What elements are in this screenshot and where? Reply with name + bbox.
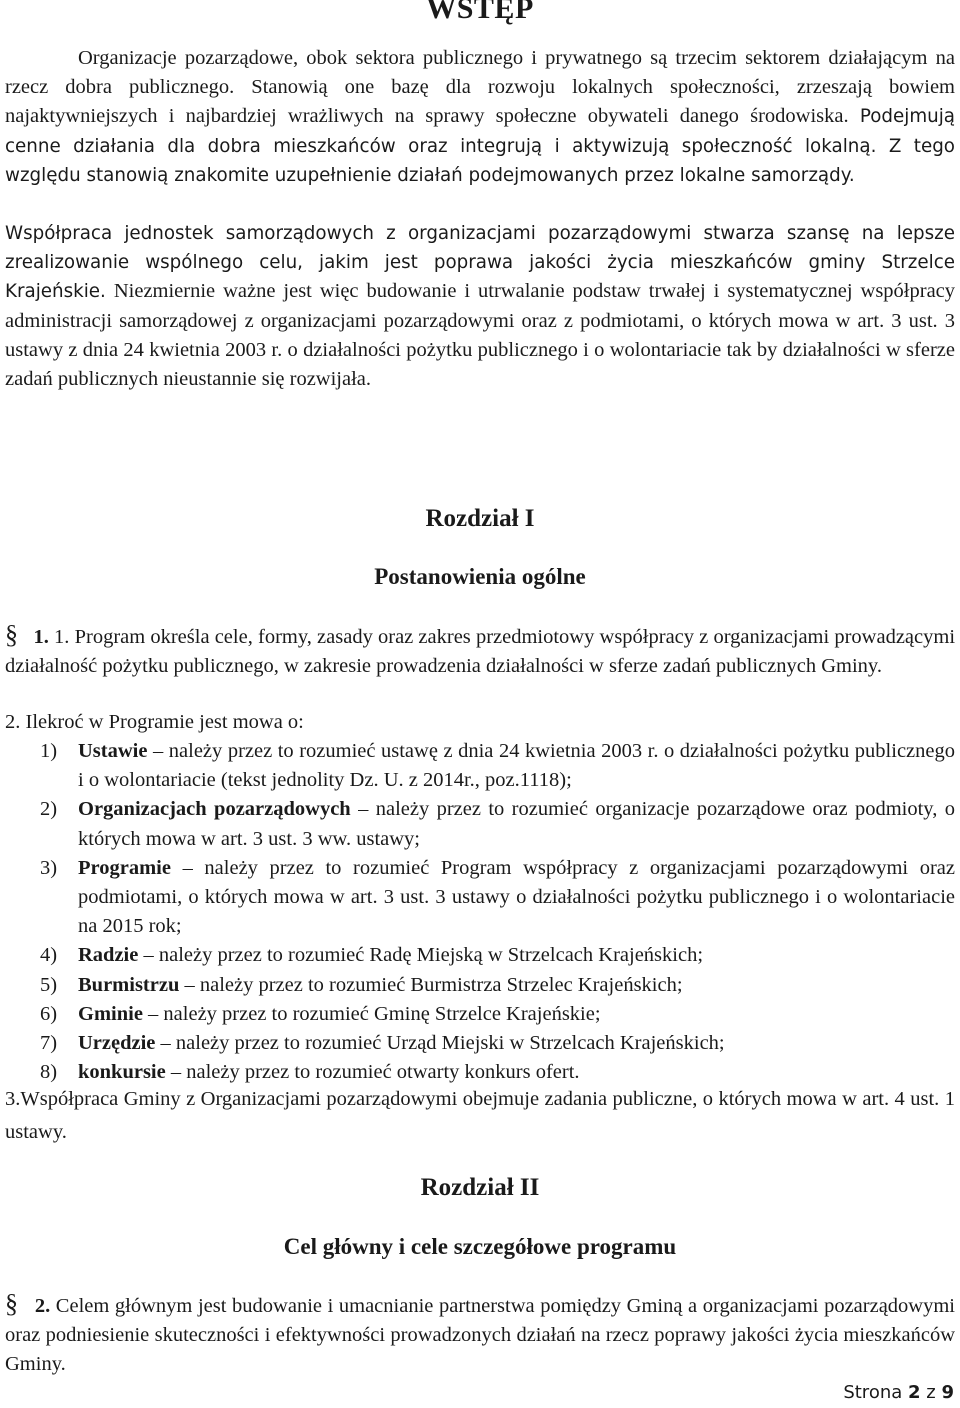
section-1-paragraph-3: 3.Współpraca Gminy z Organizacjami pozarządowymi obejmuje zadania publiczne, o których mowa w art. 4 ust. 1 ustawy. [5, 1088, 955, 1143]
definition-text: – należy przez to rozumieć Urząd Miejski w Strzelcach Krajeńskich; [155, 1032, 725, 1055]
chapter-2-heading: Rozdział II [420, 1174, 540, 1201]
definition-item [40, 1029, 955, 1058]
definition-item [40, 941, 955, 970]
intro-paragraph-1 [5, 44, 955, 190]
definition-text: – należy przez to rozumieć otwarty konkurs ofert. [165, 1061, 580, 1084]
document-title: WSTĘP [426, 0, 534, 25]
definition-number: 2) [40, 798, 58, 821]
section-1-paragraph-2: 2. Ilekroć w Programie jest mowa o: [5, 711, 304, 733]
definition-text: – należy przez to rozumieć Gminę Strzelce Krajeńskie; [142, 1002, 601, 1025]
definition-item [40, 971, 955, 1000]
definitions-list [40, 737, 955, 1087]
section-2-number: 2. [34, 1295, 51, 1317]
definition-text: – należy przez to rozumieć organizacje pozarządowe oraz podmioty, o których mowa w art. 3 ust. 3 ww. ustawy; [78, 798, 955, 850]
definition-term: Radzie [78, 944, 139, 967]
definition-number: 7) [40, 1032, 58, 1055]
section-sign: § [5, 1289, 18, 1318]
definition-text: – należy przez to rozumieć ustawę z dnia 24 kwietnia 2003 r. o działalności pożytku publicznego i o wolontariacie (tekst jednolity Dz. U. z 2014r., poz.1118); [78, 740, 955, 792]
definition-item [40, 1000, 955, 1029]
definition-number: 5) [40, 973, 58, 996]
definition-text: – należy przez to rozumieć Radę Miejską w Strzelcach Krajeńskich; [138, 944, 704, 967]
definition-term: konkursie [78, 1061, 166, 1084]
chapter-1-subheading: Postanowienia ogólne [374, 564, 586, 589]
definition-term: Urzędzie [78, 1032, 156, 1055]
definition-number: 3) [40, 856, 58, 879]
definition-number: 6) [40, 1002, 58, 1025]
definition-term: Organizacjach pozarządowych [78, 798, 351, 821]
footer-total: 9 [941, 1382, 954, 1403]
intro-paragraph-2 [5, 219, 955, 394]
chapter-1-heading: Rozdział I [425, 505, 535, 532]
section-1-number: 1. [33, 626, 49, 648]
page-number-footer [843, 1382, 954, 1403]
footer-page: 2 [908, 1382, 921, 1403]
definition-term: Ustawie [78, 740, 148, 762]
intro-text-1: Organizacje pozarządowe, obok sektora publicznego i prywatnego są trzecim sektorem działającym na rzecz dobra publicznego. Stanowią one bazę dla rozwoju lokalnych społeczności, zrzeszają bowiem najaktywniejszych i najbardziej wrażliwych na sprawy społeczne obywateli danego środowiska. [5, 47, 955, 128]
definition-item [40, 795, 955, 853]
footer-label: Strona [843, 1382, 903, 1403]
definition-text: – należy przez to rozumieć Program współpracy z organizacjami pozarządowymi oraz podmiotami, o których mowa w art. 3 ust. 3 ustawy o działalności pożytku publicznego i o wolontariacie na 2015 rok; [78, 856, 955, 938]
definition-term: Programie [78, 856, 171, 879]
intro-text-2: Współpraca jednostek samorządowych z organizacjami pozarządowymi stwarza szansę na lepsze zrealizowanie wspólnego celu, jakim jest poprawa jakości życia mieszkańców gminy Strzelce Krajeńskie. [5, 223, 955, 303]
section-2-text-1: Celem głównym jest budowanie i umacnianie partnerstwa pomiędzy Gminą a organizacjami pozarządowymi oraz podniesienie skuteczności i efektywności prowadzonych działań na rzecz poprawy jakości życia mieszkańców Gminy. [5, 1295, 955, 1376]
chapter-2-subheading: Cel główny i cele szczegółowe programu [283, 1234, 677, 1259]
section-2-paragraph-1 [5, 1289, 955, 1380]
definition-text: – należy przez to rozumieć Burmistrza Strzelec Krajeńskich; [179, 973, 683, 996]
section-1-text-1: 1. Program określa cele, formy, zasady oraz zakres przedmiotowy współpracy z organizacjami prowadzącymi działalność pożytku publicznego, w zakresie prowadzenia działalności w sferze zadań publicznych Gminy. [5, 626, 956, 678]
definition-number: 1) [40, 740, 58, 762]
intro-text-2b: Niezmiernie ważne jest więc budowanie i utrwalanie podstaw trwałej i systematycznej współpracy administracji samorządowej z organizacjami pozarządowymi oraz z podmiotami, o których mowa w art. 3 ust. 3 ustawy z dnia 24 kwietnia 2003 r. o działalności pożytku publicznego i o wolontariacie tak by działalności w sferze zadań publicznych nieustannie się rozwijała. [5, 280, 956, 391]
definition-number: 4) [40, 944, 58, 967]
definition-term: Gminie [78, 1002, 143, 1025]
intro-text-1b: Podejmują cenne działania dla dobra mieszkańców oraz integrują i aktywizują społeczność lokalną. Z tego względu stanowią znakomite uzupełnienie działań podejmowanych przez lokalne samorządy. [5, 106, 956, 186]
definition-number: 8) [40, 1061, 58, 1084]
section-1-paragraph-1 [5, 620, 955, 681]
definition-item [40, 737, 955, 795]
definition-item [40, 854, 955, 942]
section-sign: § [5, 620, 18, 649]
footer-separator: z [926, 1382, 936, 1403]
definition-term: Burmistrzu [78, 973, 180, 996]
